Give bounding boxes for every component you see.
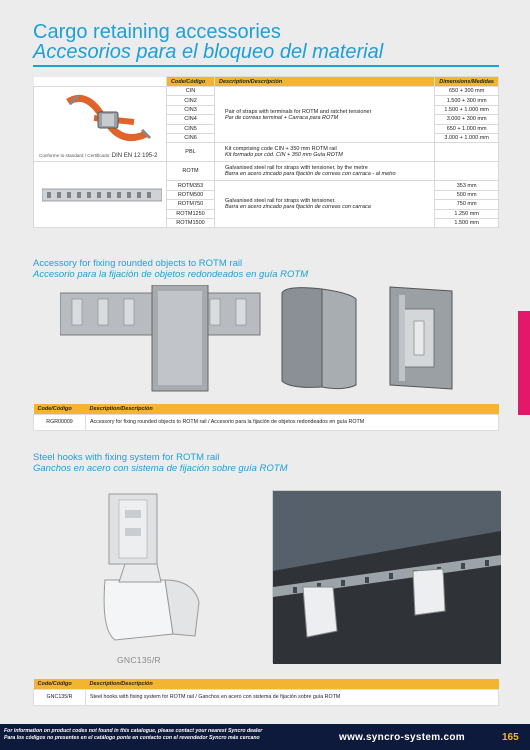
rail-image [42, 188, 162, 202]
ratchet-strap-image [64, 92, 152, 150]
description-header: Description/Descripción [215, 77, 435, 87]
dimensions-header: Dimensions/Medidas [435, 77, 499, 87]
title-rule [33, 65, 499, 67]
code-header: Code/Código [34, 679, 86, 689]
dim-cell: 353 mm [435, 181, 499, 190]
code-cell: ROTM [167, 162, 215, 181]
van-interior-image [273, 491, 501, 664]
code-header: Code/Código [167, 77, 215, 87]
description-header: Description/Descripción [86, 404, 499, 414]
desc-cell: Pair of straps with terminals for ROTM and ratchet tensioner Par de correas terminal + Carraca para ROTM [215, 87, 435, 143]
rounded-object-table [33, 404, 499, 431]
section-title-en: Accessory for fixing rounded objects to ROTM rail [33, 258, 243, 269]
strap-image-cell [34, 87, 167, 162]
straps-table [33, 76, 499, 228]
code-cell: ROTM500 [167, 190, 215, 199]
page-subtitle: Accesorios para el bloqueo del material [33, 41, 384, 63]
steel-hook-photo [95, 490, 215, 650]
code-cell: CIN2 [167, 96, 215, 105]
code-cell: RGR00009 [34, 414, 86, 430]
dim-cell: 650 + 1.000 mm [435, 124, 499, 133]
footer-note [4, 728, 262, 742]
dim-cell: 1.500 mm [435, 218, 499, 227]
desc-cell: Galvanised steel rail for straps with tensioner. Barra en acero zincado para fijación de correas con carraca [215, 181, 435, 228]
dim-cell [435, 162, 499, 181]
code-cell: GNC135/R [34, 689, 86, 705]
code-cell: CIN3 [167, 105, 215, 114]
code-cell: CIN6 [167, 133, 215, 142]
steel-hooks-table [33, 679, 499, 706]
section-hooks-title [33, 452, 288, 474]
code-cell: PBL [167, 143, 215, 162]
dim-cell: 3.000 + 300 mm [435, 115, 499, 124]
code-cell: CIN [167, 87, 215, 96]
dim-cell: 1.500 + 1.000 mm [435, 105, 499, 114]
image-header-blank [34, 77, 167, 87]
page-footer [0, 724, 530, 750]
website-link[interactable]: www.syncro-system.com [339, 732, 465, 743]
desc-cell: Galvanised steel rail for straps with tensioner, by the metre Barra en acero zincado para fijación de correas con carraca - al metro [215, 162, 435, 181]
dim-cell [435, 143, 499, 162]
dim-cell: 750 mm [435, 200, 499, 209]
code-cell: ROTM353 [167, 181, 215, 190]
rounded-object-accessory-photos [60, 285, 460, 395]
desc-cell: Accessory for fixing rounded objects to ROTM rail / Accesorio para la fijación de objetos redondeados en guía ROTM [86, 414, 499, 430]
dim-cell: 1.250 mm [435, 209, 499, 218]
code-cell: ROTM750 [167, 200, 215, 209]
code-cell: CIN5 [167, 124, 215, 133]
section-title-es: Ganchos en acero con sistema de fijación sobre guía ROTM [33, 463, 288, 474]
section-rounded-title [33, 258, 308, 280]
section-title-en: Steel hooks with fixing system for ROTM rail [33, 452, 220, 463]
product-caption: GNC135/R [117, 655, 161, 665]
footer-note-en: For information on product codes not found in this catalogue, please contact your nearest Syncro dealer [4, 728, 263, 734]
code-cell: ROTM1250 [167, 209, 215, 218]
desc-cell: Kit comprising code CIN + 350 mm ROTM rail Kit formado por cód. CIN + 350 mm Guía ROTM [215, 143, 435, 162]
description-header: Description/Descripción [86, 679, 499, 689]
section-title-es: Accesorio para la fijación de objetos redondeados en guía ROTM [33, 269, 309, 280]
van-interior-photo [272, 490, 500, 663]
standard-note: Conforme to standard / Certificado: DIN EN 12 195-2 [39, 153, 158, 160]
dim-cell: 3.000 + 1.000 mm [435, 133, 499, 142]
dim-cell: 650 + 300 mm [435, 87, 499, 96]
dim-cell: 500 mm [435, 190, 499, 199]
code-cell: CIN4 [167, 115, 215, 124]
code-cell: ROTM1500 [167, 218, 215, 227]
desc-cell: Steel hooks with fixing system for ROTM rail / Ganchos en acero con sistema de fijación sobre guía ROTM [86, 689, 499, 705]
rail-image-cell [34, 162, 167, 228]
footer-note-es: Para los códigos no presentes en el catálogo ponte en contacto con el revendedor Syncro más cercano [4, 735, 260, 741]
dim-cell: 1.500 + 300 mm [435, 96, 499, 105]
page-number: 165 [502, 732, 519, 743]
side-tab-marker [518, 311, 530, 415]
page-title: Cargo retaining accessories [33, 21, 281, 43]
code-header: Code/Código [34, 404, 86, 414]
